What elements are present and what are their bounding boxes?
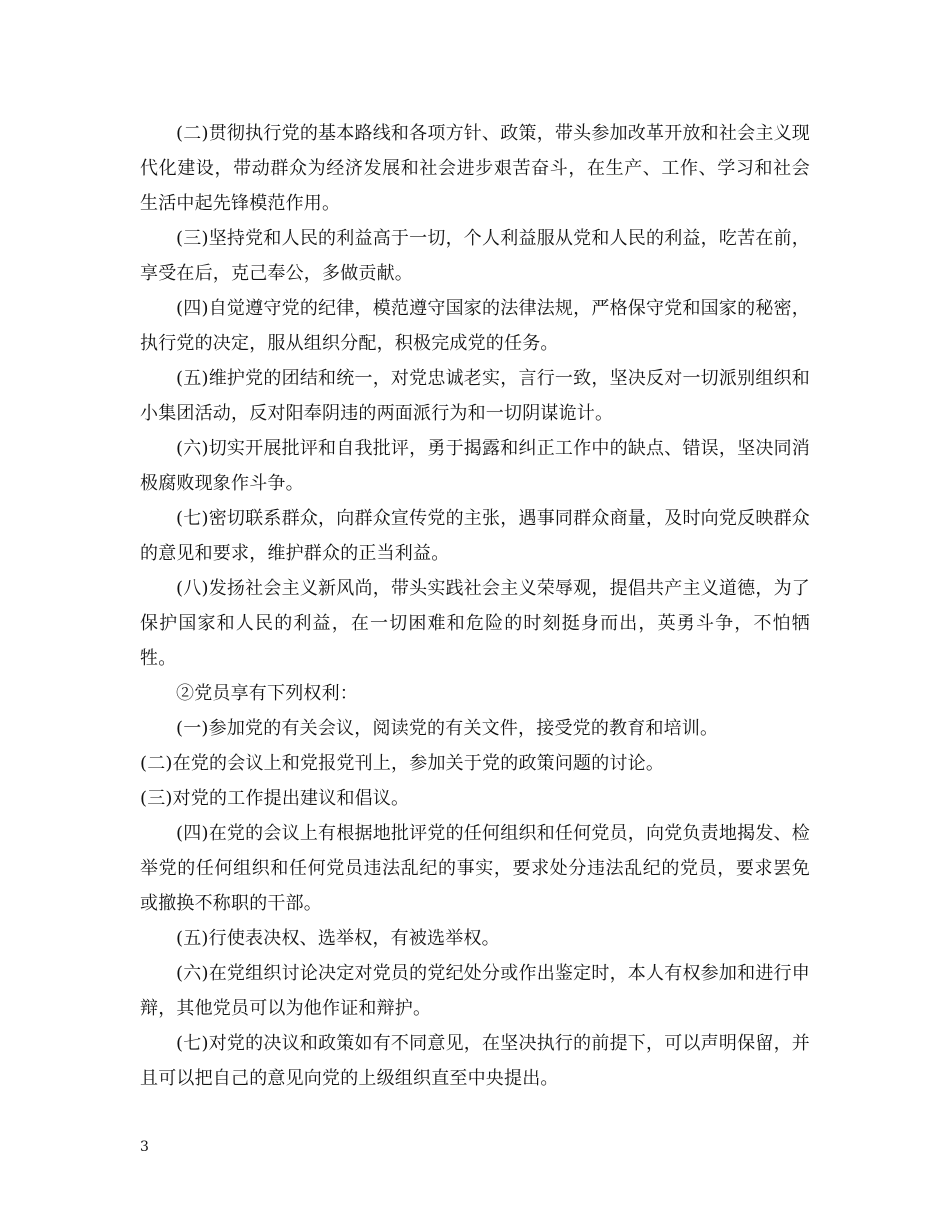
- paragraph-duty-6: (六)切实开展批评和自我批评，勇于揭露和纠正工作中的缺点、错误，坚决同消极腐败现象作斗争。: [140, 438, 810, 494]
- paragraph-right-1: (一)参加党的有关会议，阅读党的有关文件，接受党的教育和培训。: [176, 718, 719, 739]
- paragraph-duty-4: (四)自觉遵守党的纪律，模范遵守国家的法律法规，严格保守党和国家的秘密，执行党的决定，服从组织分配，积极完成党的任务。: [140, 298, 810, 354]
- rights-heading: ②党员享有下列权利：: [176, 683, 358, 704]
- document-body: [140, 116, 810, 1096]
- paragraph-duty-5: (五)维护党的团结和统一，对党忠诚老实，言行一致，坚决反对一切派别组织和小集团活动，反对阳奉阴违的两面派行为和一切阴谋诡计。: [140, 368, 810, 424]
- paragraph-right-4: (四)在党的会议上有根据地批评党的任何组织和任何党员，向党负责地揭发、检举党的任何组织和任何党员违法乱纪的事实，要求处分违法乱纪的党员，要求罢免或撤换不称职的干部。: [140, 823, 810, 914]
- paragraph-right-7: (七)对党的决议和政策如有不同意见，在坚决执行的前提下，可以声明保留，并且可以把自己的意见向党的上级组织直至中央提出。: [140, 1033, 810, 1089]
- paragraph-duty-7: (七)密切联系群众，向群众宣传党的主张，遇事同群众商量，及时向党反映群众的意见和要求，维护群众的正当利益。: [140, 508, 810, 564]
- paragraph-right-6: (六)在党组织讨论决定对党员的党纪处分或作出鉴定时，本人有权参加和进行申辩，其他党员可以为他作证和辩护。: [140, 963, 810, 1019]
- paragraph-right-5: (五)行使表决权、选举权，有被选举权。: [176, 928, 500, 949]
- paragraph-duty-2: (二)贯彻执行党的基本路线和各项方针、政策，带头参加改革开放和社会主义现代化建设，带动群众为经济发展和社会进步艰苦奋斗，在生产、工作、学习和社会生活中起先锋模范作用。: [140, 123, 810, 214]
- paragraph-duty-3: (三)坚持党和人民的利益高于一切，个人利益服从党和人民的利益，吃苦在前，享受在后，克己奉公，多做贡献。: [140, 228, 810, 284]
- paragraph-duty-8: (八)发扬社会主义新风尚，带头实践社会主义荣辱观，提倡共产主义道德，为了保护国家和人民的利益，在一切困难和危险的时刻挺身而出，英勇斗争，不怕牺牲。: [140, 578, 810, 669]
- paragraph-right-3: (三)对党的工作提出建议和倡议。: [140, 788, 410, 809]
- paragraph-right-2: (二)在党的会议上和党报党刊上，参加关于党的政策问题的讨论。: [140, 753, 665, 774]
- page-number: 3: [140, 1139, 149, 1155]
